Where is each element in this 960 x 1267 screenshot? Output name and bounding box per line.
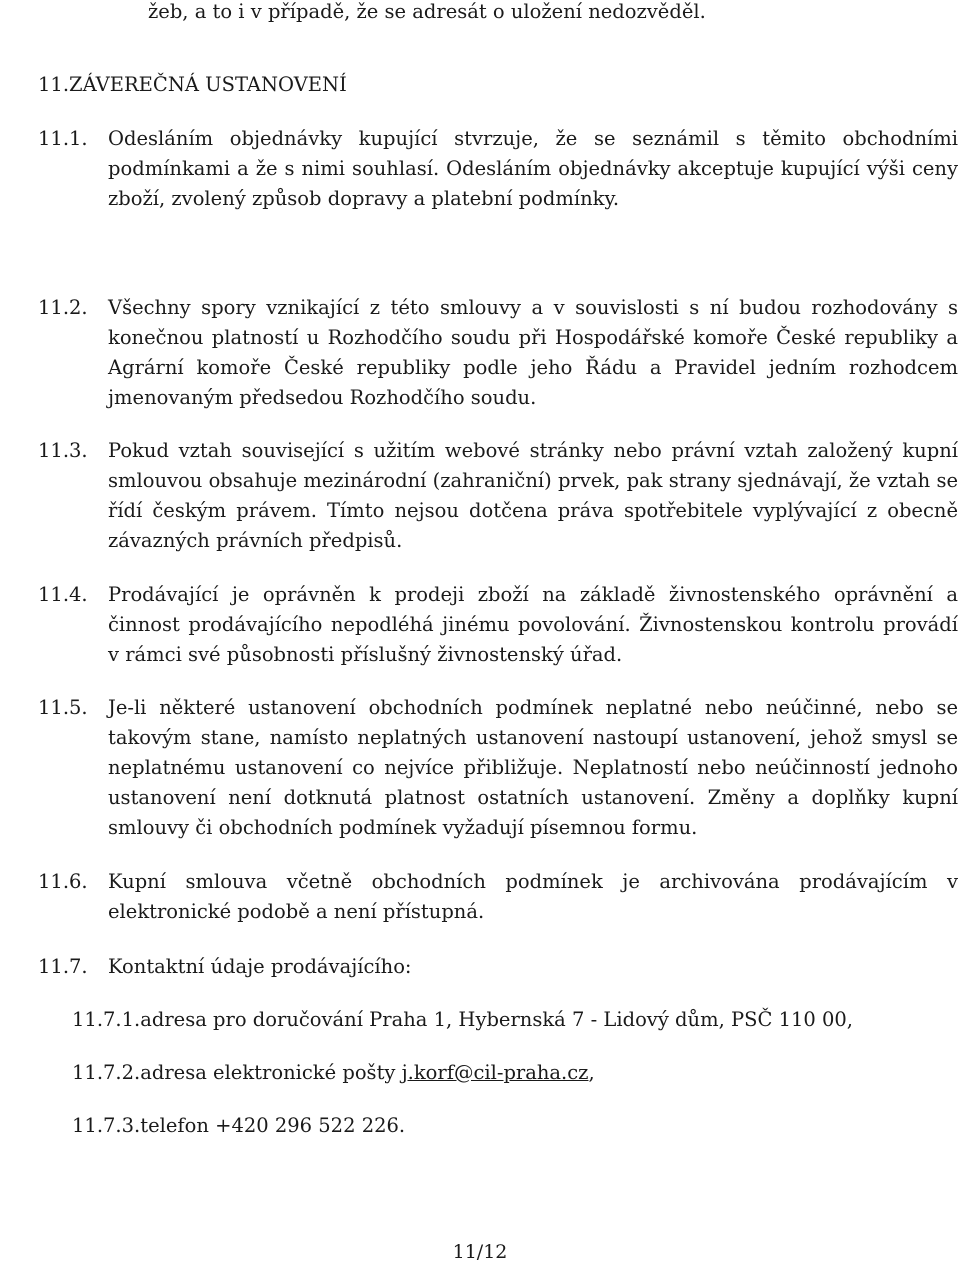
contact-address bbox=[72, 1005, 952, 1035]
clause-text: Kontaktní údaje prodávajícího: bbox=[108, 955, 412, 978]
clause-text: Pokud vztah související s užitím webové stránky nebo právní vztah založený kupní smlouvou obsahuje mezinárodní (zahraniční) prvek, pak strany sjednávají, že vztah se řídí českým právem. Tímto nejsou dotčena práva spotřebitele vyplývající z obecně závazných právních předpisů. bbox=[108, 439, 958, 552]
clause-text: Odesláním objednávky kupující stvrzuje, že se seznámil s těmito obchodními podmínkami a že s nimi souhlasí. Odesláním objednávky akceptuje kupující výši ceny zboží, zvolený způsob dopravy a platební podmínky. bbox=[108, 127, 958, 210]
clause-text: Prodávající je oprávněn k prodeji zboží na základě živnostenského oprávnění a činnost prodávajícího nepodléhá jinému povolování. Živnostenskou kontrolu provádí v rámci své působnosti příslušný živnostenský úřad. bbox=[108, 583, 958, 666]
clause-text: Všechny spory vznikající z této smlouvy a v souvislosti s ní budou rozhodovány s konečnou platností u Rozhodčího soudu při Hospodářské komoře České republiky a Agrární komoře České republiky podle jeho Řádu a Pravidel jedním rozhodcem jmenovaným předsedou Rozhodčího soudu. bbox=[108, 296, 958, 409]
section-heading bbox=[38, 70, 347, 100]
clause-text: Kupní smlouva včetně obchodních podmínek je archivována prodávajícím v elektronické podobě a není přístupná. bbox=[108, 870, 958, 923]
clause-number: 11.6. bbox=[38, 870, 88, 893]
section-number: 11. bbox=[38, 73, 70, 96]
clause-number: 11.5. bbox=[38, 696, 88, 719]
subclause-number: 11.7.2. bbox=[72, 1061, 141, 1084]
contact-phone bbox=[72, 1111, 952, 1141]
email-prefix: adresa elektronické pošty bbox=[140, 1061, 402, 1084]
clause-number: 11.1. bbox=[38, 127, 88, 150]
clause-text: Je-li některé ustanovení obchodních podmínek neplatné nebo neúčinné, nebo se takovým stane, namísto neplatných ustanovení nastoupí ustanovení, jehož smysl se neplatnému ustanovení co nejvíce přibližuje. Neplatností nebo neúčinností jednoho ustanovení není dotknutá platnost ostatních ustanovení. Změny a doplňky kupní smlouvy či obchodních podmínek vyžadují písemnou formu. bbox=[108, 696, 958, 839]
subclause-number: 11.7.3. bbox=[72, 1114, 141, 1137]
subclause-number: 11.7.1. bbox=[72, 1008, 141, 1031]
clause-number: 11.7. bbox=[38, 955, 88, 978]
address-text: adresa pro doručování Praha 1, Hybernská 7 - Lidový dům, PSČ 110 00, bbox=[140, 1008, 853, 1031]
section-title: ZÁVEREČNÁ USTANOVENÍ bbox=[69, 73, 347, 96]
contact-email bbox=[72, 1058, 952, 1088]
continuation-text: žeb, a to i v případě, že se adresát o uložení nedozvěděl. bbox=[148, 0, 706, 23]
phone-text: telefon +420 296 522 226. bbox=[140, 1114, 406, 1137]
clause-number: 11.4. bbox=[38, 583, 88, 606]
email-suffix: , bbox=[588, 1061, 595, 1084]
clause-number: 11.2. bbox=[38, 296, 88, 319]
page-number: 11/12 bbox=[452, 1241, 508, 1263]
email-link[interactable]: j.korf@cil-praha.cz bbox=[401, 1061, 589, 1084]
clause-number: 11.3. bbox=[38, 439, 88, 462]
